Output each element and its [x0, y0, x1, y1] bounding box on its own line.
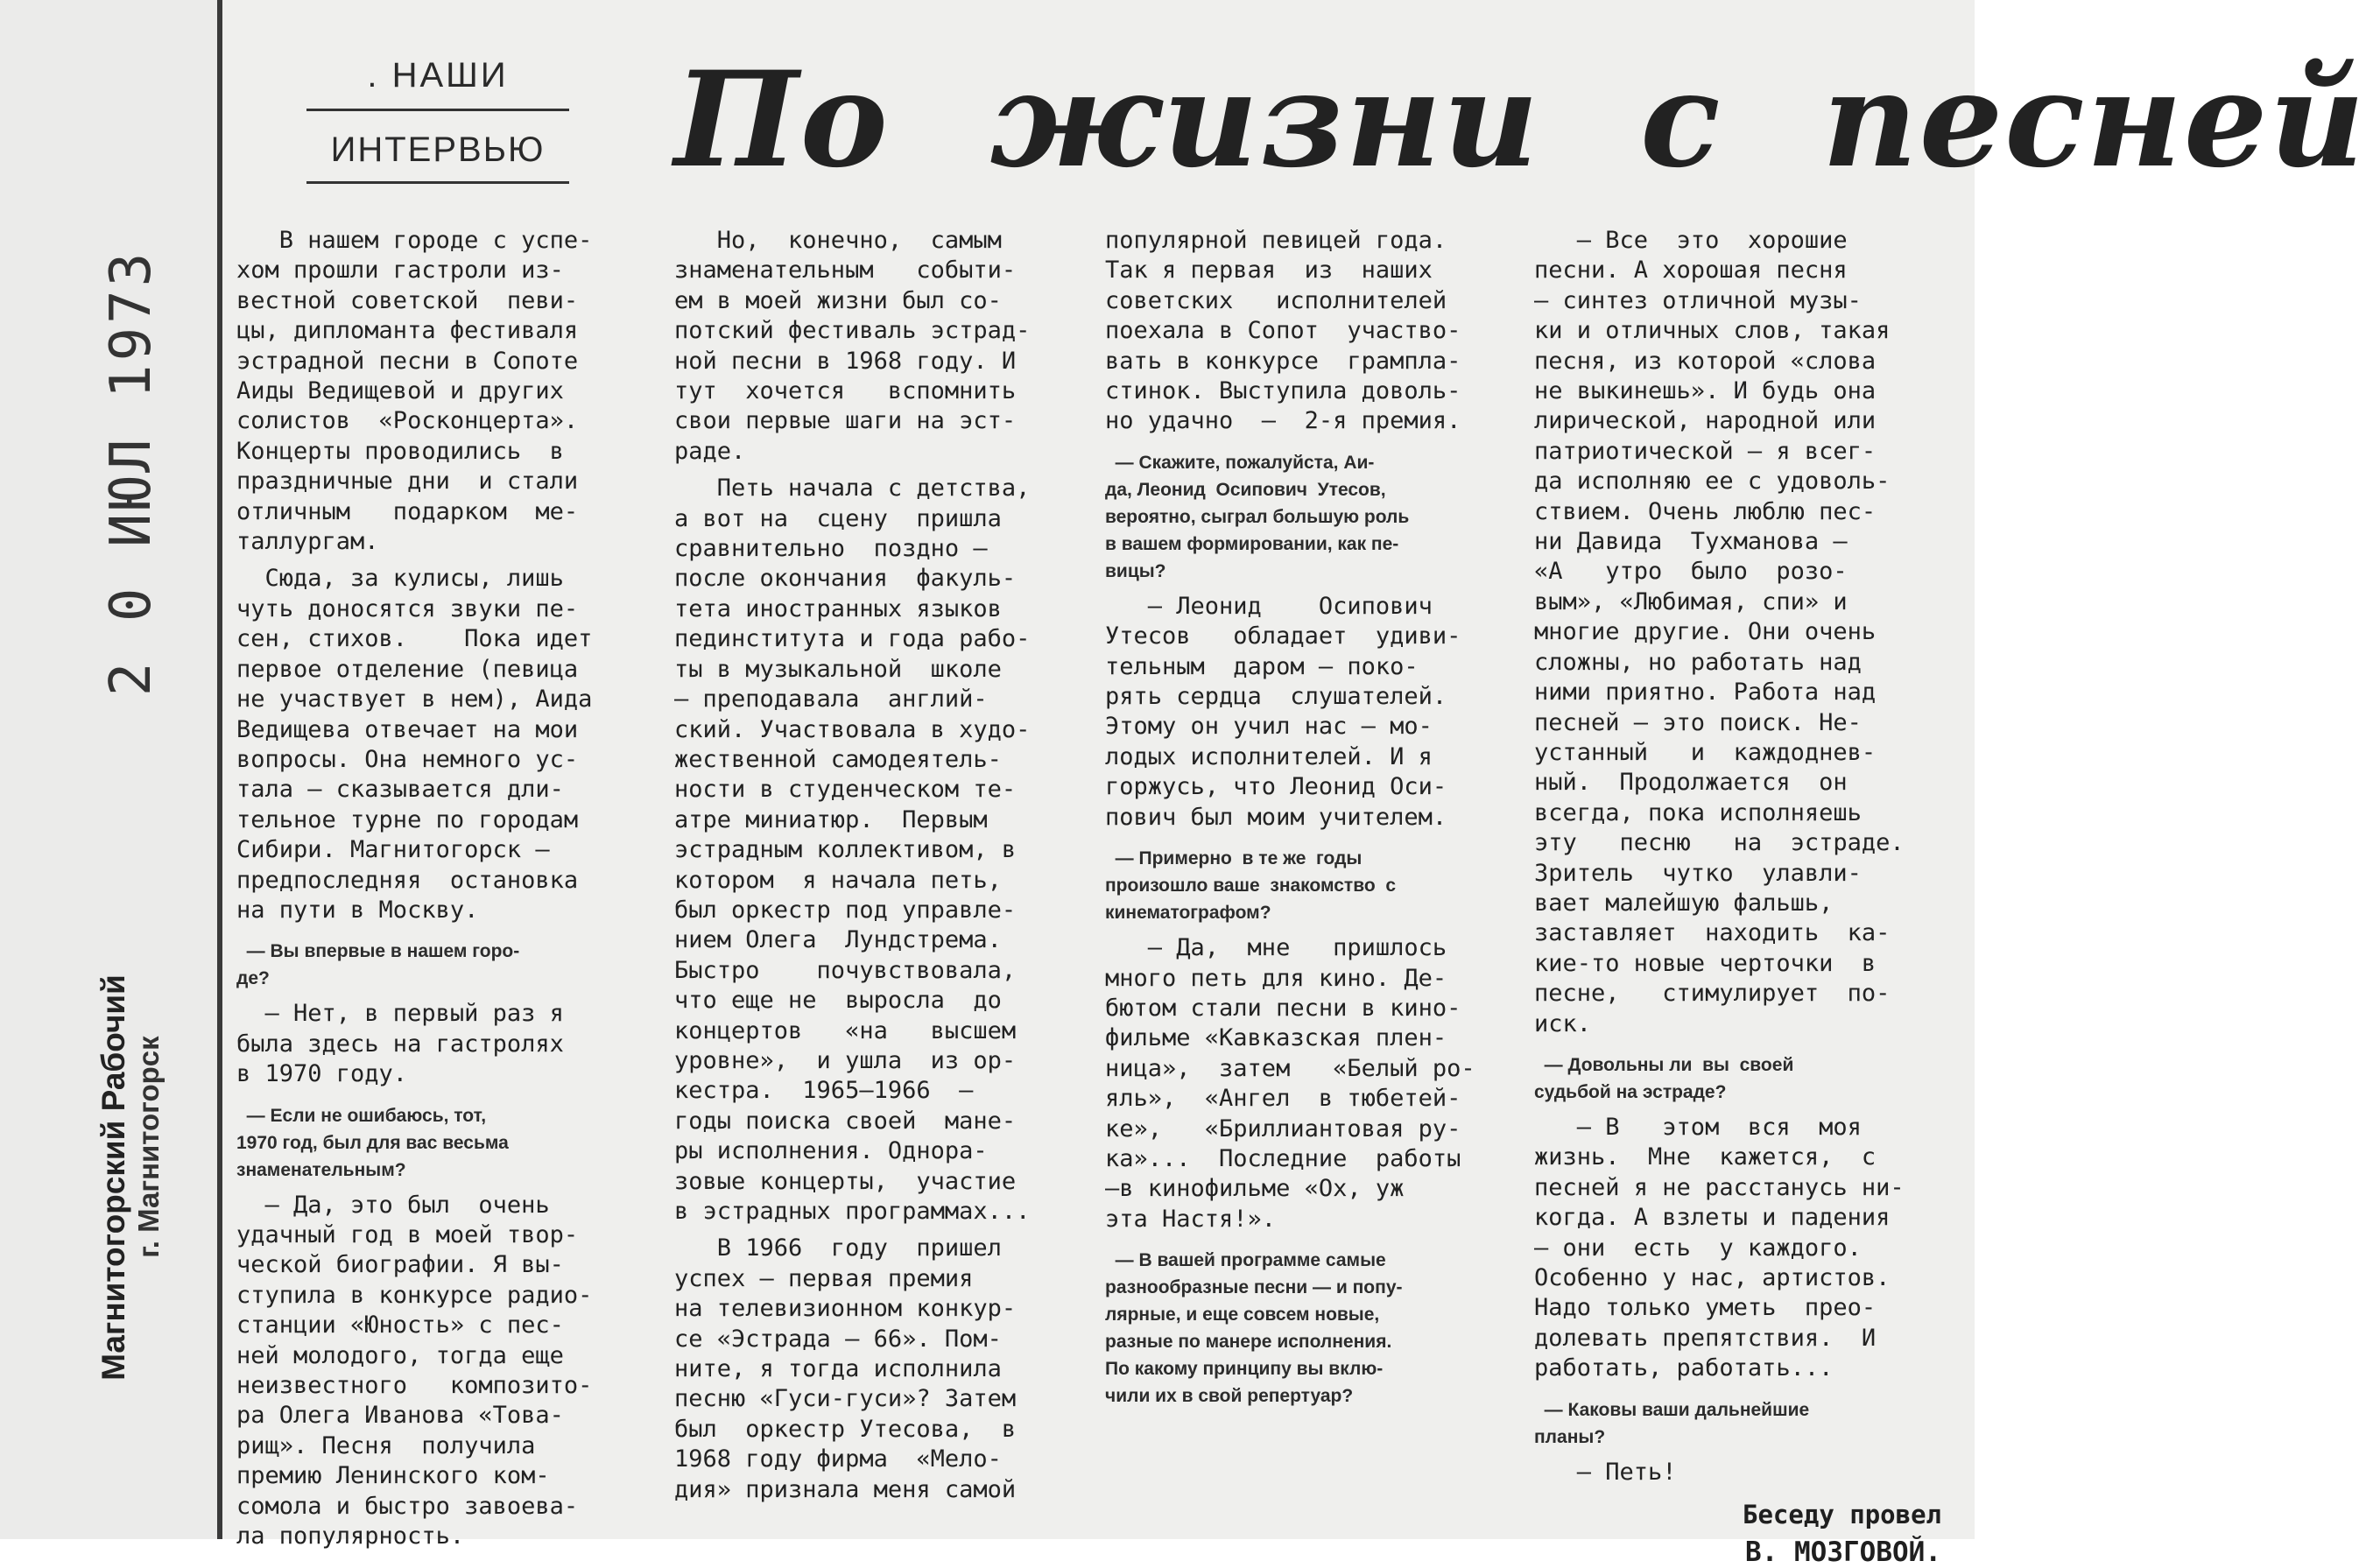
text-line: заставляет находить ка-	[1534, 919, 1891, 947]
date-stamp: 2 0 ИЮЛ 1973	[99, 249, 164, 697]
paragraph	[674, 1234, 1084, 1505]
paragraph	[236, 564, 648, 925]
text-line: Беседу провел	[1743, 1500, 1941, 1530]
article-column-2	[674, 226, 1084, 1522]
text-line: первое отделение (певица	[236, 655, 579, 683]
text-line: «А утро было розо-	[1534, 558, 1848, 586]
text-line: ем в моей жизни был со-	[674, 286, 1002, 314]
text-line: ты в музыкальной школе	[674, 655, 1002, 683]
paragraph	[1534, 1113, 1950, 1384]
text-line: В нашем городе с успе-	[236, 227, 593, 254]
text-line: — Все это хорошие	[1534, 227, 1848, 254]
rubric-bottom: ИНТЕРВЬЮ	[306, 111, 569, 184]
text-line: был оркестр Утесова, в	[674, 1415, 1017, 1443]
text-line: работать, работать...	[1534, 1354, 1834, 1382]
headline: По жизни с песней	[674, 43, 2366, 197]
text-line: сложны, но работать над	[1534, 648, 1862, 676]
text-line: жественной самодеятель-	[674, 745, 1002, 773]
text-line: Зритель чутко улавли-	[1534, 859, 1862, 887]
text-line: вать в конкурсе грампла-	[1105, 347, 1461, 375]
text-line: ница», затем «Белый ро-	[1105, 1054, 1475, 1082]
text-line: тельным даром — поко-	[1105, 652, 1419, 680]
text-line: ней молодого, тогда еще	[236, 1341, 564, 1369]
text-line: тета иностранных языков	[674, 594, 1002, 622]
paragraph	[1534, 226, 1950, 1039]
text-line: солистов «Росконцерта».	[236, 407, 579, 435]
text-line: успех — первая премия	[674, 1264, 974, 1292]
rubric-label	[306, 51, 569, 184]
paragraph	[674, 226, 1084, 467]
text-line: сомола и быстро завоева-	[236, 1492, 579, 1520]
text-line: лирической, народной или	[1534, 407, 1877, 435]
text-line: когда. А взлеты и падения	[1534, 1204, 1891, 1232]
text-line: свои первые шаги на эст-	[674, 407, 1017, 435]
interview-question	[236, 1102, 648, 1184]
text-line: — они есть у каждого.	[1534, 1234, 1862, 1262]
paragraph	[1105, 933, 1515, 1234]
text-line: Аиды Ведищевой и других	[236, 377, 564, 405]
text-line: не выкинешь». И будь она	[1534, 377, 1877, 405]
text-line: ка»... Последние работы	[1105, 1144, 1461, 1172]
text-line: предпоследняя остановка	[236, 866, 579, 894]
text-line: яль», «Ангел в тюбетей-	[1105, 1085, 1461, 1113]
text-line: атре миниатюр. Первым	[674, 805, 988, 833]
interview-question	[1105, 845, 1515, 926]
text-line: вестной советской певи-	[236, 286, 579, 314]
text-line: вым», «Любимая, спи» и	[1534, 587, 1848, 615]
text-line: — В вашей программе самые	[1105, 1250, 1386, 1271]
text-line: многие другие. Они очень	[1534, 618, 1877, 646]
text-line: песня, из которой «слова	[1534, 347, 1877, 375]
text-line: — преподавала англий-	[674, 686, 988, 714]
text-line: потский фестиваль эстрад-	[674, 317, 1031, 345]
text-line: разнообразные песни — и попу-	[1105, 1277, 1403, 1298]
text-line: тут хочется вспомнить	[674, 377, 1017, 405]
text-line: в эстрадных программах...	[674, 1198, 1031, 1225]
text-line: в 1970 году.	[236, 1060, 408, 1088]
text-line: советских исполнителей	[1105, 286, 1447, 314]
text-line: удачный год в моей твор-	[236, 1220, 579, 1248]
text-line: вероятно, сыграл большую роль	[1105, 506, 1410, 527]
paragraph	[236, 999, 648, 1089]
text-line: Этому он учил нас — мо-	[1105, 713, 1433, 741]
text-line: кие-то новые черточки в	[1534, 949, 1877, 977]
text-line: тала — сказывается дли-	[236, 776, 564, 804]
interview-question	[1105, 449, 1515, 585]
text-line: — Петь!	[1534, 1458, 1677, 1486]
text-line: годы поиска своей мане-	[674, 1107, 1017, 1135]
text-line: лодых исполнителей. И я	[1105, 742, 1433, 770]
text-line: ческой биографии. Я вы-	[236, 1251, 564, 1279]
text-line: ной песни в 1968 году. И	[674, 347, 1017, 375]
source-city: г. Магнитогорск	[132, 1036, 165, 1258]
text-line: была здесь на гастролях	[236, 1030, 564, 1058]
text-line: — Каковы ваши дальнейшие	[1534, 1399, 1810, 1420]
text-line: лярные, и еще совсем новые,	[1105, 1304, 1380, 1325]
text-line: Сибири. Магнитогорск —	[236, 836, 550, 864]
text-line: — Нет, в первый раз я	[236, 1000, 564, 1028]
text-line: эта Настя!».	[1105, 1205, 1277, 1233]
text-line: Так я первая из наших	[1105, 257, 1433, 285]
text-line: пединститута и года рабо-	[674, 625, 1031, 653]
text-line: чуть доносятся звуки пе-	[236, 594, 579, 622]
text-line: разные по манере исполнения.	[1105, 1332, 1392, 1353]
paragraph	[674, 474, 1084, 1227]
text-line: — Леонид Осипович	[1105, 592, 1433, 620]
text-line: ствием. Очень люблю пес-	[1534, 497, 1877, 525]
text-line: рять сердца слушателей.	[1105, 683, 1447, 711]
text-line: планы?	[1534, 1426, 1606, 1447]
text-line: песню «Гуси-гуси»? Затем	[674, 1385, 1017, 1413]
column-rule	[217, 0, 222, 1539]
text-line: ки и отличных слов, такая	[1534, 317, 1891, 345]
text-line: долевать препятствия. И	[1534, 1324, 1877, 1352]
text-line: эстрадной песни в Сопоте	[236, 347, 579, 375]
text-line: знаменательным?	[236, 1159, 406, 1180]
text-line: чили их в свой репертуар?	[1105, 1386, 1354, 1407]
text-line: кестра. 1965—1966 —	[674, 1077, 974, 1105]
text-line: ке», «Бриллиантовая ру-	[1105, 1114, 1461, 1143]
text-line: сен, стихов. Пока идет	[236, 625, 593, 653]
text-line: Сюда, за кулисы, лишь	[236, 565, 564, 593]
text-line: много петь для кино. Де-	[1105, 964, 1447, 992]
text-line: — Примерно в те же годы	[1105, 848, 1363, 869]
paragraph	[1105, 226, 1515, 437]
text-line: Концерты проводились в	[236, 437, 564, 465]
text-line: — Скажите, пожалуйста, Аи-	[1105, 452, 1375, 473]
signature-name	[1534, 1536, 1950, 1568]
text-line: эту песню на эстраде.	[1534, 829, 1905, 857]
text-line: вицы?	[1105, 560, 1166, 581]
text-line: станции «Юность» с пес-	[236, 1311, 564, 1339]
text-line: устанный и каждоднев-	[1534, 738, 1877, 766]
article-column-4	[1534, 226, 1950, 1568]
text-line: дия» признала меня самой	[674, 1475, 1017, 1503]
text-line: кинематографом?	[1105, 903, 1271, 924]
text-line: песней я не расстанусь ни-	[1534, 1173, 1905, 1201]
text-line: хом прошли гастроли из-	[236, 257, 564, 285]
text-line: ните, я тогда исполнила	[674, 1355, 1002, 1383]
text-line: нием Олега Лундстрема.	[674, 926, 1002, 954]
text-line: раде.	[674, 437, 746, 465]
text-line: всегда, пока исполняешь	[1534, 798, 1862, 826]
article-column-1	[236, 226, 648, 1550]
interview-question	[1534, 1396, 1950, 1451]
text-line: премию Ленинского ком-	[236, 1462, 550, 1490]
text-line: иск.	[1534, 1009, 1592, 1037]
signature-label	[1534, 1500, 1950, 1529]
text-line: жизнь. Мне кажется, с	[1534, 1143, 1877, 1171]
text-line: — Вы впервые в нашем горо-	[236, 941, 520, 962]
paragraph	[1105, 592, 1515, 833]
text-line: песни. А хорошая песня	[1534, 257, 1848, 285]
text-line: 1970 год, был для вас весьма	[236, 1132, 509, 1153]
text-line: вопросы. Она немного ус-	[236, 745, 579, 773]
text-line: ла популярность.	[236, 1522, 465, 1550]
text-line: после окончания факуль-	[674, 565, 1017, 593]
source-newspaper: Магнитогорский Рабочий	[95, 974, 131, 1381]
text-line: не участвует в нем), Аида	[236, 686, 593, 714]
text-line: тельное турне по городам	[236, 805, 579, 833]
text-line: зовые концерты, участие	[674, 1167, 1017, 1195]
text-line: се «Эстрада — 66». Пом-	[674, 1325, 1002, 1353]
text-line: цы, дипломанта фестиваля	[236, 317, 579, 345]
text-line: а вот на сцену пришла	[674, 504, 1002, 532]
text-line: — В этом вся моя	[1534, 1113, 1862, 1141]
text-line: концертов «на высшем	[674, 1016, 1017, 1044]
text-line: да исполняю ее с удоволь-	[1534, 468, 1891, 496]
text-line: песней — это поиск. Не-	[1534, 708, 1862, 736]
text-line: Утесов обладает удиви-	[1105, 622, 1461, 650]
text-line: песне, стимулирует по-	[1534, 980, 1891, 1008]
text-line: — Если не ошибаюсь, тот,	[236, 1105, 487, 1126]
text-line: ступила в конкурсе радио-	[236, 1281, 593, 1309]
text-line: Надо только уметь прео-	[1534, 1294, 1877, 1322]
text-line: неизвестного композито-	[236, 1372, 593, 1399]
text-line: фильме «Кавказская плен-	[1105, 1024, 1447, 1052]
interview-question	[236, 938, 648, 992]
text-line: патриотической — я всег-	[1534, 437, 1877, 465]
text-line: ра Олега Иванова «Това-	[236, 1402, 564, 1430]
text-line: знаменательным событи-	[674, 257, 1017, 285]
text-line: В. МОЗГОВОЙ.	[1745, 1536, 1941, 1568]
text-line: Но, конечно, самым	[674, 227, 1002, 254]
text-line: — Да, мне пришлось	[1105, 934, 1447, 962]
text-line: произошло ваше знакомство с	[1105, 875, 1397, 897]
text-line: стинок. Выступила доволь-	[1105, 377, 1461, 405]
text-line: ности в студенческом те-	[674, 776, 1017, 804]
text-line: ский. Участвовала в худо-	[674, 715, 1031, 743]
text-line: праздничные дни и стали	[236, 468, 579, 496]
text-line: Быстро почувствовала,	[674, 956, 1017, 984]
text-line: вает малейшую фальшь,	[1534, 889, 1834, 917]
text-line: ни Давида Тухманова —	[1534, 528, 1848, 556]
text-line: —в кинофильме «Ох, уж	[1105, 1175, 1405, 1203]
text-line: ними приятно. Работа над	[1534, 679, 1877, 707]
text-line: бютом стали песни в кино-	[1105, 994, 1461, 1022]
text-line: судьбой на эстраде?	[1534, 1081, 1727, 1102]
text-line: ный. Продолжается он	[1534, 769, 1848, 797]
interview-question	[1534, 1051, 1950, 1106]
text-line: По какому принципу вы вклю-	[1105, 1359, 1384, 1380]
paragraph	[1534, 1458, 1950, 1487]
text-line: на пути в Москву.	[236, 896, 479, 924]
text-line: горжусь, что Леонид Оси-	[1105, 773, 1447, 801]
text-line: в вашем формировании, как пе-	[1105, 533, 1399, 554]
text-line: сравнительно поздно —	[674, 535, 988, 563]
text-line: популярной певицей года.	[1105, 227, 1447, 254]
text-line: котором я начала петь,	[674, 866, 1002, 894]
article-column-3	[1105, 226, 1515, 1522]
text-line: 1968 году фирма «Мело-	[674, 1445, 1002, 1473]
text-line: ры исполнения. Однора-	[674, 1137, 988, 1165]
text-line: — синтез отличной музы-	[1534, 286, 1862, 314]
text-line: пович был моим учителем.	[1105, 803, 1447, 831]
text-line: что еще не выросла до	[674, 987, 1002, 1015]
text-line: рищ». Песня получила	[236, 1431, 536, 1459]
text-line: де?	[236, 968, 270, 989]
text-line: Особенно у нас, артистов.	[1534, 1264, 1891, 1291]
text-line: — Да, это был очень	[236, 1191, 550, 1219]
text-line: на телевизионном конкур-	[674, 1295, 1017, 1323]
text-line: но удачно — 2-я премия.	[1105, 407, 1461, 435]
text-line: был оркестр под управле-	[674, 896, 1017, 924]
text-line: отличным подарком ме-	[236, 497, 579, 525]
text-line: В 1966 году пришел	[674, 1234, 1002, 1262]
text-line: Петь начала с детства,	[674, 475, 1031, 503]
rubric-top: . НАШИ	[306, 51, 569, 111]
text-line: — Довольны ли вы своей	[1534, 1054, 1794, 1075]
text-line: эстрадным коллективом, в	[674, 836, 1017, 864]
interview-question	[1105, 1247, 1515, 1410]
text-line: Ведищева отвечает на мои	[236, 715, 579, 743]
text-line: да, Леонид Осипович Утесов,	[1105, 479, 1386, 500]
text-line: таллургам.	[236, 528, 379, 556]
text-line: поехала в Сопот участво-	[1105, 317, 1461, 345]
paragraph	[236, 1191, 648, 1552]
text-line: уровне», и ушла из ор-	[674, 1046, 1017, 1074]
paragraph	[236, 226, 648, 557]
